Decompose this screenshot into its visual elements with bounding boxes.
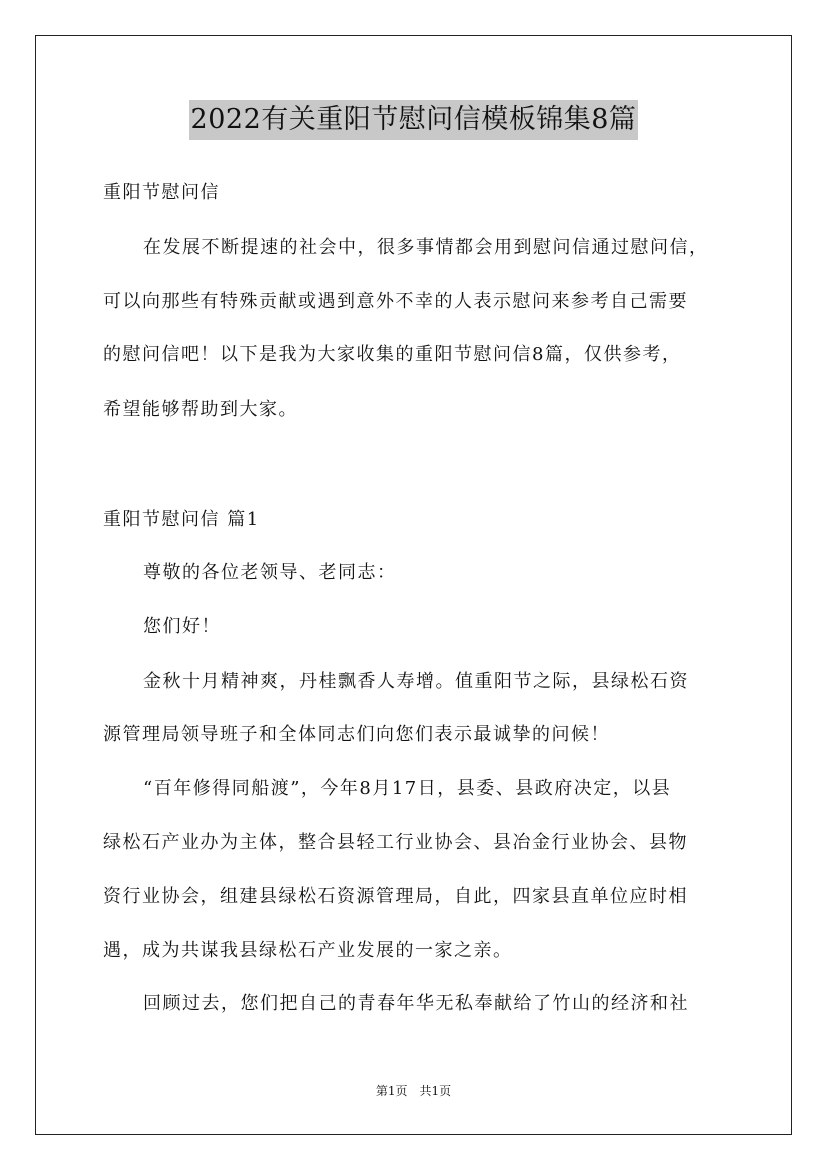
paragraph-line: 源管理局领导班子和全体同志们向您们表示最诚挚的问候！	[103, 724, 610, 745]
intro-heading: 重阳节慰问信	[103, 182, 220, 203]
greeting: 您们好！	[143, 616, 221, 637]
paragraph-line: 资行业协会，组建县绿松石资源管理局，自此，四家县直单位应时相	[103, 886, 688, 907]
paragraph-line: 绿松石产业办为主体，整合县轻工行业协会、县冶金行业协会、县物	[103, 832, 688, 853]
paragraph-line: 遇，成为共谋我县绿松石产业发展的一家之亲。	[103, 940, 513, 961]
paragraph-line: 金秋十月精神爽，丹桂飘香人寿增。值重阳节之际，县绿松石资	[143, 671, 689, 692]
salutation: 尊敬的各位老领导、老同志：	[143, 562, 397, 583]
intro-line: 在发展不断提速的社会中，很多事情都会用到慰问信通过慰问信，	[143, 237, 709, 258]
paragraph-line: 回顾过去，您们把自己的青春年华无私奉献给了竹山的经济和社	[143, 993, 689, 1014]
intro-line: 可以向那些有特殊贡献或遇到意外不幸的人表示慰问来参考自己需要	[103, 291, 688, 312]
intro-line: 希望能够帮助到大家。	[103, 399, 298, 420]
section-heading: 重阳节慰问信 篇1	[103, 509, 260, 530]
title-container	[0, 100, 827, 140]
page-number-footer: 第1页 共1页	[375, 1084, 452, 1098]
intro-line: 的慰问信吧！以下是我为大家收集的重阳节慰问信8篇，仅供参考，	[103, 344, 682, 365]
paragraph-line: “百年修得同船渡”，今年8月17日，县委、县政府决定，以县	[143, 778, 672, 799]
document-title: 2022有关重阳节慰问信模板锦集8篇	[189, 100, 639, 140]
